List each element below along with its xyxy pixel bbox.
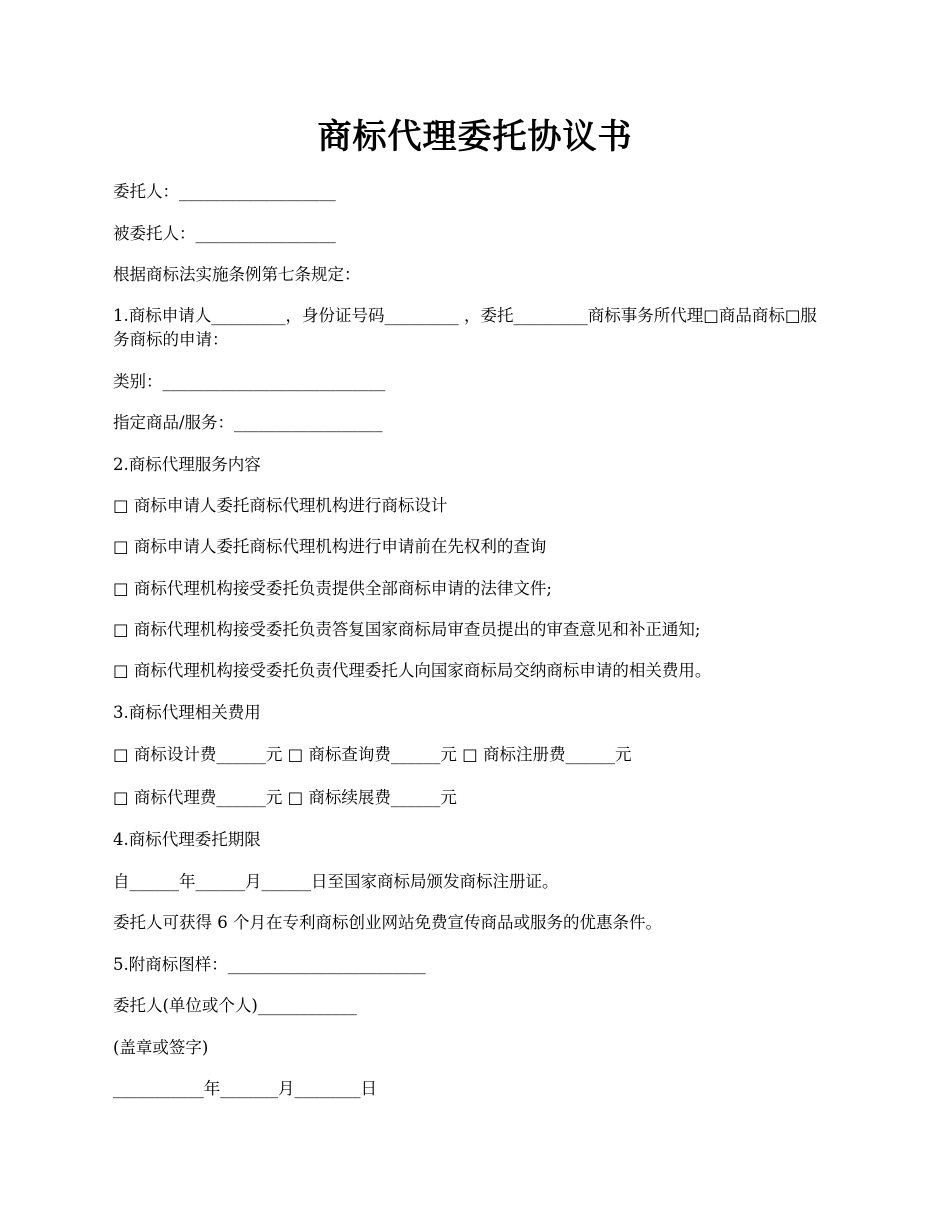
- agent-line: 被委托人：_________________: [113, 224, 336, 243]
- service-item-reply: □ 商标代理机构接受委托负责答复国家商标局审查员提出的审查意见和补正通知;: [113, 620, 701, 639]
- service-item-design: □ 商标申请人委托商标代理机构进行商标设计: [113, 496, 448, 515]
- clause-4-heading: 4.商标代理委托期限: [113, 830, 261, 849]
- signatory-line: 委托人(单位或个人)____________: [113, 996, 357, 1015]
- fee-line-2: □ 商标代理费______元 □ 商标续展费______元: [113, 788, 457, 807]
- promotion-line: 委托人可获得 6 个月在专利商标创业网站免费宣传商品或服务的优惠条件。: [113, 913, 662, 932]
- service-item-documents: □ 商标代理机构接受委托负责提供全部商标申请的法律文件;: [113, 579, 552, 598]
- clause-1-applicant: 1.商标申请人_________，身份证号码_________ ，委托_________商标事务所代理□商品商标□服务商标的申请：: [113, 306, 817, 349]
- seal-note: (盖章或签字): [113, 1038, 209, 1057]
- clause-2-heading: 2.商标代理服务内容: [113, 455, 261, 474]
- document-title: 商标代理委托协议书: [317, 117, 633, 157]
- term-line: 自______年______月______日至国家商标局颁发商标注册证。: [113, 872, 559, 891]
- class-line: 类别：___________________________: [113, 372, 386, 391]
- fee-line-1: □ 商标设计费______元 □ 商标查询费______元 □ 商标注册费______元: [113, 745, 632, 764]
- designated-goods-line: 指定商品/服务：__________________: [113, 413, 383, 432]
- date-line: ___________年_______月________日: [113, 1079, 377, 1098]
- service-item-search: □ 商标申请人委托商标代理机构进行申请前在先权利的查询: [113, 537, 547, 556]
- legal-basis-line: 根据商标法实施条例第七条规定：: [113, 265, 361, 284]
- clause-5-logo-sample: 5.附商标图样：________________________: [113, 955, 426, 974]
- service-item-fees: □ 商标代理机构接受委托负责代理委托人向国家商标局交纳商标申请的相关费用。: [113, 661, 712, 680]
- clause-3-heading: 3.商标代理相关费用: [113, 703, 261, 722]
- principal-line: 委托人：___________________: [113, 182, 336, 201]
